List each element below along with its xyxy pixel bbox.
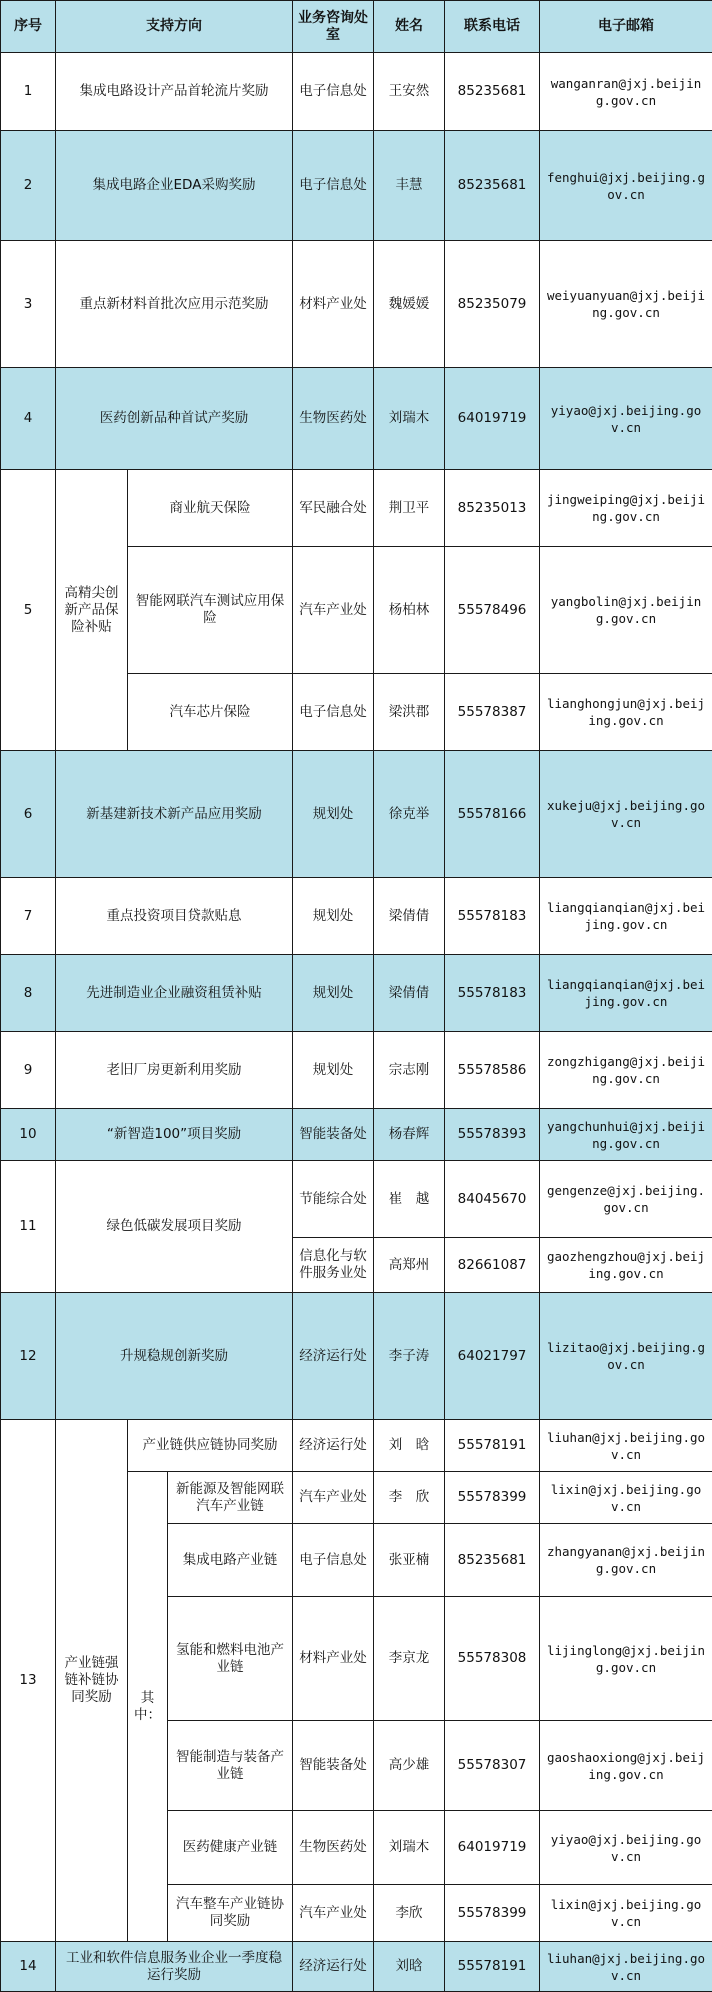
office: 材料产业处 (293, 241, 374, 368)
row-no: 7 (1, 878, 56, 955)
row-no: 3 (1, 241, 56, 368)
email: lixin@jxj.beijing.gov.cn (540, 1472, 712, 1524)
phone: 55578191 (445, 1942, 540, 1992)
table-row (1, 1032, 712, 1109)
phone: 85235681 (445, 1524, 540, 1597)
contact-name: 丰慧 (374, 131, 445, 241)
email: wanganran@jxj.beijing.gov.cn (540, 53, 712, 131)
email: gengenze@jxj.beijing.gov.cn (540, 1161, 712, 1238)
office: 生物医药处 (293, 368, 374, 470)
phone: 55578307 (445, 1721, 540, 1811)
office: 智能装备处 (293, 1721, 374, 1811)
row-no: 14 (1, 1942, 56, 1992)
phone: 55578166 (445, 751, 540, 878)
contact-name: 梁倩倩 (374, 955, 445, 1032)
phone: 55578387 (445, 674, 540, 751)
support-direction: 升规稳规创新奖励 (56, 1293, 293, 1420)
contact-name: 刘瑞木 (374, 368, 445, 470)
table-row (1, 368, 712, 470)
email: lixin@jxj.beijing.gov.cn (540, 1885, 712, 1942)
table-row (1, 1420, 712, 1472)
phone: 55578496 (445, 547, 540, 674)
support-direction: 重点投资项目贷款贴息 (56, 878, 293, 955)
office: 汽车产业处 (293, 547, 374, 674)
email: liangqianqian@jxj.beijing.gov.cn (540, 955, 712, 1032)
category-label: 高精尖创新产品保险补贴 (56, 470, 128, 751)
contact-name: 杨春辉 (374, 1109, 445, 1161)
table-row (1, 1109, 712, 1161)
contact-name: 刘瑞木 (374, 1811, 445, 1885)
contact-name: 李子涛 (374, 1293, 445, 1420)
phone: 55578308 (445, 1597, 540, 1721)
office: 汽车产业处 (293, 1472, 374, 1524)
email: lianghongjun@jxj.beijing.gov.cn (540, 674, 712, 751)
row-no: 5 (1, 470, 56, 751)
support-direction: 老旧厂房更新利用奖励 (56, 1032, 293, 1109)
table-row (1, 1161, 712, 1238)
office: 汽车产业处 (293, 1885, 374, 1942)
email: liuhan@jxj.beijing.gov.cn (540, 1942, 712, 1992)
office: 规划处 (293, 878, 374, 955)
office: 节能综合处 (293, 1161, 374, 1238)
phone: 55578399 (445, 1885, 540, 1942)
header-direction: 支持方向 (56, 1, 293, 53)
office: 电子信息处 (293, 131, 374, 241)
table-row (1, 878, 712, 955)
email: zhangyanan@jxj.beijing.gov.cn (540, 1524, 712, 1597)
office: 军民融合处 (293, 470, 374, 547)
row-no: 2 (1, 131, 56, 241)
support-direction: 医药创新品种首试产奖励 (56, 368, 293, 470)
support-direction: 氢能和燃料电池产业链 (168, 1597, 293, 1721)
contact-name: 李欣 (374, 1885, 445, 1942)
row-no: 6 (1, 751, 56, 878)
contact-name: 荆卫平 (374, 470, 445, 547)
support-direction: 商业航天保险 (128, 470, 293, 547)
office: 智能装备处 (293, 1109, 374, 1161)
email: liuhan@jxj.beijing.gov.cn (540, 1420, 712, 1472)
support-direction: 医药健康产业链 (168, 1811, 293, 1885)
header-no: 序号 (1, 1, 56, 53)
email: lizitao@jxj.beijing.gov.cn (540, 1293, 712, 1420)
phone: 55578586 (445, 1032, 540, 1109)
phone: 55578183 (445, 955, 540, 1032)
email: yangbolin@jxj.beijing.gov.cn (540, 547, 712, 674)
office: 经济运行处 (293, 1942, 374, 1992)
support-direction: 重点新材料首批次应用示范奖励 (56, 241, 293, 368)
support-direction: 集成电路设计产品首轮流片奖励 (56, 53, 293, 131)
office: 信息化与软件服务业处 (293, 1238, 374, 1293)
contact-name: 徐克举 (374, 751, 445, 878)
email: fenghui@jxj.beijing.gov.cn (540, 131, 712, 241)
category-label: 产业链强链补链协同奖励 (56, 1420, 128, 1942)
phone: 64019719 (445, 1811, 540, 1885)
row-no: 8 (1, 955, 56, 1032)
row-no: 10 (1, 1109, 56, 1161)
contact-name: 李京龙 (374, 1597, 445, 1721)
contact-name: 张亚楠 (374, 1524, 445, 1597)
phone: 85235681 (445, 131, 540, 241)
office: 电子信息处 (293, 1524, 374, 1597)
email: weiyuanyuan@jxj.beijing.gov.cn (540, 241, 712, 368)
email: gaozhengzhou@jxj.beijing.gov.cn (540, 1238, 712, 1293)
header-email: 电子邮箱 (540, 1, 712, 53)
table-row (1, 241, 712, 368)
phone: 85235079 (445, 241, 540, 368)
header-office: 业务咨询处室 (293, 1, 374, 53)
email: gaoshaoxiong@jxj.beijing.gov.cn (540, 1721, 712, 1811)
email: yiyao@jxj.beijing.gov.cn (540, 1811, 712, 1885)
office: 经济运行处 (293, 1420, 374, 1472)
row-no: 11 (1, 1161, 56, 1293)
office: 电子信息处 (293, 674, 374, 751)
contact-name: 崔 越 (374, 1161, 445, 1238)
table-row (1, 1293, 712, 1420)
table-row (1, 955, 712, 1032)
email: yangchunhui@jxj.beijing.gov.cn (540, 1109, 712, 1161)
phone: 82661087 (445, 1238, 540, 1293)
support-direction: 绿色低碳发展项目奖励 (56, 1161, 293, 1293)
phone: 64021797 (445, 1293, 540, 1420)
phone: 55578393 (445, 1109, 540, 1161)
contact-name: 王安然 (374, 53, 445, 131)
header-name: 姓名 (374, 1, 445, 53)
contact-name: 宗志刚 (374, 1032, 445, 1109)
office: 电子信息处 (293, 53, 374, 131)
contact-name: 高少雄 (374, 1721, 445, 1811)
email: yiyao@jxj.beijing.gov.cn (540, 368, 712, 470)
table-row (1, 53, 712, 131)
row-no: 13 (1, 1420, 56, 1942)
phone: 84045670 (445, 1161, 540, 1238)
among-label: 其中： (128, 1472, 168, 1942)
support-direction: 工业和软件信息服务业企业一季度稳运行奖励 (56, 1942, 293, 1992)
support-direction: 新能源及智能网联汽车产业链 (168, 1472, 293, 1524)
phone: 85235681 (445, 53, 540, 131)
email: jingweiping@jxj.beijing.gov.cn (540, 470, 712, 547)
contact-name: 梁洪郡 (374, 674, 445, 751)
table-row (1, 470, 712, 547)
table-row (1, 751, 712, 878)
support-direction: 智能制造与装备产业链 (168, 1721, 293, 1811)
contact-name: 梁倩倩 (374, 878, 445, 955)
office: 经济运行处 (293, 1293, 374, 1420)
email: zongzhigang@jxj.beijing.gov.cn (540, 1032, 712, 1109)
phone: 64019719 (445, 368, 540, 470)
office: 规划处 (293, 1032, 374, 1109)
email: xukeju@jxj.beijing.gov.cn (540, 751, 712, 878)
contact-name: 高郑州 (374, 1238, 445, 1293)
contact-name: 李 欣 (374, 1472, 445, 1524)
table-header-row (1, 1, 712, 53)
support-direction: 汽车整车产业链协同奖励 (168, 1885, 293, 1942)
support-direction: 集成电路企业EDA采购奖励 (56, 131, 293, 241)
row-no: 9 (1, 1032, 56, 1109)
row-no: 4 (1, 368, 56, 470)
phone: 55578399 (445, 1472, 540, 1524)
phone: 85235013 (445, 470, 540, 547)
email: lijinglong@jxj.beijing.gov.cn (540, 1597, 712, 1721)
office: 生物医药处 (293, 1811, 374, 1885)
office: 规划处 (293, 955, 374, 1032)
support-direction: 智能网联汽车测试应用保险 (128, 547, 293, 674)
row-no: 12 (1, 1293, 56, 1420)
phone: 55578183 (445, 878, 540, 955)
contact-name: 刘 晗 (374, 1420, 445, 1472)
support-direction: “新智造100”项目奖励 (56, 1109, 293, 1161)
contact-name: 魏媛媛 (374, 241, 445, 368)
support-direction: 产业链供应链协同奖励 (128, 1420, 293, 1472)
table-row (1, 1942, 712, 1992)
header-phone: 联系电话 (445, 1, 540, 53)
phone: 55578191 (445, 1420, 540, 1472)
support-direction: 新基建新技术新产品应用奖励 (56, 751, 293, 878)
support-direction: 汽车芯片保险 (128, 674, 293, 751)
table-row (1, 131, 712, 241)
email: liangqianqian@jxj.beijing.gov.cn (540, 878, 712, 955)
office: 材料产业处 (293, 1597, 374, 1721)
support-direction: 先进制造业企业融资租赁补贴 (56, 955, 293, 1032)
contact-name: 杨柏林 (374, 547, 445, 674)
office: 规划处 (293, 751, 374, 878)
contact-name: 刘晗 (374, 1942, 445, 1992)
support-direction: 集成电路产业链 (168, 1524, 293, 1597)
row-no: 1 (1, 53, 56, 131)
